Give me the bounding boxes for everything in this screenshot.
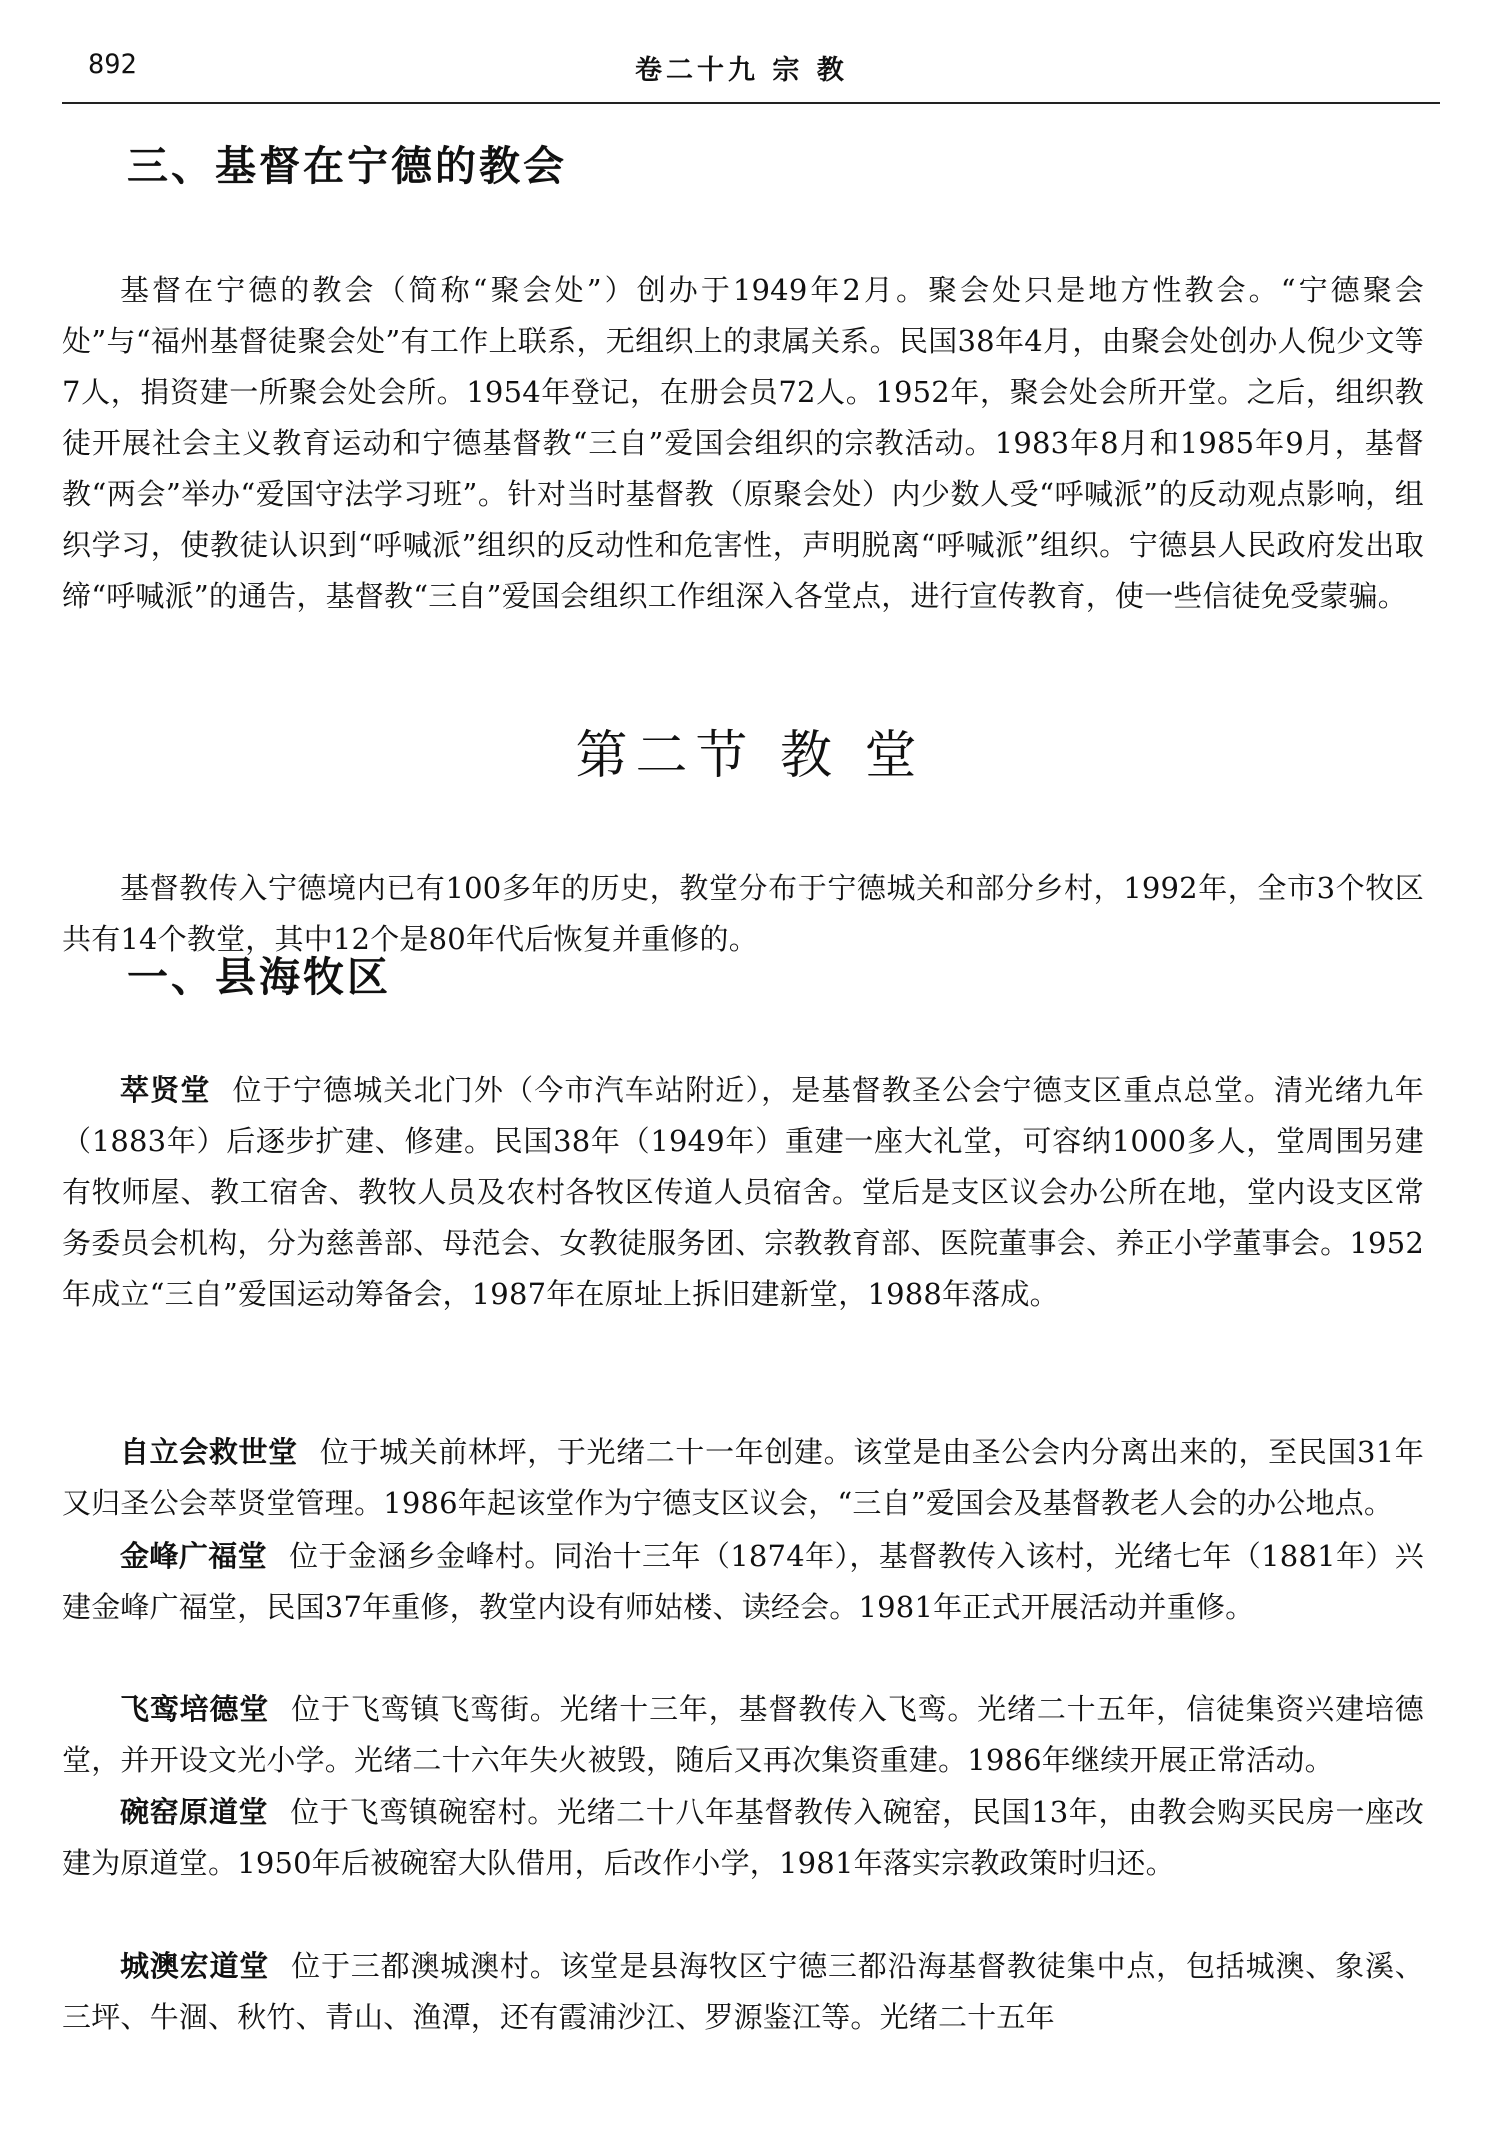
- entry-paragraph: [62, 1065, 1424, 1320]
- entry-title: 萃贤堂: [120, 1073, 211, 1107]
- entry-paragraph: [62, 1787, 1424, 1889]
- page-header: [62, 44, 1440, 104]
- section-heading-christian-church: 三、基督在宁德的教会: [127, 142, 567, 190]
- entry-text: 位于飞鸾镇碗窑村。光绪二十八年基督教传入碗窑，民国13年，由教会购买民房一座改建为原道堂。1950年后被碗窑大队借用，后改作小学，1981年落实宗教政策时归还。: [62, 1795, 1424, 1880]
- entry-text: 位于宁德城关北门外（今市汽车站附近），是基督教圣公会宁德支区重点总堂。清光绪九年（1883年）后逐步扩建、修建。民国38年（1949年）重建一座大礼堂，可容纳1000多人，堂周围另建有牧师屋、教工宿舍、教牧人员及农村各牧区传道人员宿舍。堂后是支区议会办公所在地，堂内设支区常务委员会机构，分为慈善部、母范会、女教徒服务团、宗教教育部、医院董事会、养正小学董事会。1952年成立“三自”爱国运动筹备会，1987年在原址上拆旧建新堂，1988年落成。: [62, 1073, 1424, 1311]
- district-heading: 一、县海牧区: [127, 953, 391, 1001]
- entry-title: 金峰广福堂: [120, 1539, 268, 1573]
- entry-title: 城澳宏道堂: [120, 1949, 270, 1983]
- entry-text: 位于飞鸾镇飞鸾街。光绪十三年，基督教传入飞鸾。光绪二十五年，信徒集资兴建培德堂，并开设文光小学。光绪二十六年失火被毁，随后又再次集资重建。1986年继续开展正常活动。: [62, 1692, 1424, 1777]
- entry-paragraph: [62, 1531, 1424, 1633]
- entry-text: 位于金涵乡金峰村。同治十三年（1874年），基督教传入该村，光绪七年（1881年）兴建金峰广福堂，民国37年重修，教堂内设有师姑楼、读经会。1981年正式开展活动并重修。: [62, 1539, 1424, 1624]
- entry-title: 碗窑原道堂: [120, 1795, 269, 1829]
- church-overview-paragraph: 基督教传入宁德境内已有100多年的历史，教堂分布于宁德城关和部分乡村，1992年，全市3个牧区共有14个教堂，其中12个是80年代后恢复并重修的。: [62, 871, 1424, 956]
- entry-title: 飞鸾培德堂: [120, 1692, 270, 1726]
- entry-text: 位于城关前林坪，于光绪二十一年创建。该堂是由圣公会内分离出来的，至民国31年又归圣公会萃贤堂管理。1986年起该堂作为宁德支区议会，“三自”爱国会及基督教老人会的办公地点。: [62, 1435, 1424, 1520]
- page-number: 892: [88, 49, 137, 80]
- entry-text: 位于三都澳城澳村。该堂是县海牧区宁德三都沿海基督教徒集中点，包括城澳、象溪、三坪、牛涸、秋竹、青山、渔潭，还有霞浦沙江、罗源鉴江等。光绪二十五年: [62, 1949, 1424, 2034]
- entry-paragraph: [62, 1427, 1424, 1529]
- entry-title: 自立会救世堂: [120, 1435, 298, 1469]
- running-title: 卷二十九 宗 教: [635, 55, 848, 86]
- entry-paragraph: [62, 1941, 1424, 2043]
- intro-paragraph: 基督在宁德的教会（简称“聚会处”）创办于1949年2月。聚会处只是地方性教会。“宁德聚会处”与“福州基督徒聚会处”有工作上联系，无组织上的隶属关系。民国38年4月，由聚会处创办人倪少文等7人，捐资建一所聚会处会所。1954年登记，在册会员72人。1952年，聚会处会所开堂。之后，组织教徒开展社会主义教育运动和宁德基督教“三自”爱国会组织的宗教活动。1983年8月和1985年9月，基督教“两会”举办“爱国守法学习班”。针对当时基督教（原聚会处）内少数人受“呼喊派”的反动观点影响，组织学习，使教徒认识到“呼喊派”组织的反动性和危害性，声明脱离“呼喊派”组织。宁德县人民政府发出取缔“呼喊派”的通告，基督教“三自”爱国会组织工作组深入各堂点，进行宣传教育，使一些信徒免受蒙骗。: [62, 273, 1424, 613]
- major-section-title: 第二节 教 堂: [575, 726, 925, 786]
- entry-paragraph: [62, 1684, 1424, 1786]
